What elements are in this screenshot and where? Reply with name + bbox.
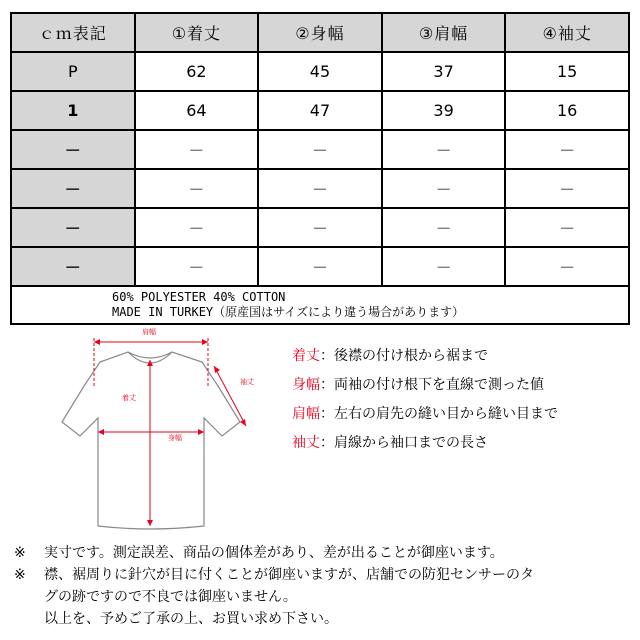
definition-text: ：肩線から袖口までの長さ	[320, 435, 488, 451]
table-cell: －	[258, 208, 382, 247]
table-cell: 39	[382, 91, 506, 130]
header-width: ②身幅	[258, 13, 382, 52]
definition-term: 袖丈	[292, 435, 320, 451]
table-cell: －	[258, 169, 382, 208]
header-unit: ｃｍ表記	[11, 13, 135, 52]
header-sleeve: ④袖丈	[505, 13, 629, 52]
table-cell: 45	[258, 52, 382, 91]
size-label: 1	[11, 91, 135, 130]
tshirt-diagram	[50, 326, 270, 536]
table-cell: －	[135, 169, 259, 208]
definition-term: 肩幅	[292, 406, 320, 422]
size-table	[10, 12, 630, 325]
tshirt-outline	[62, 352, 240, 529]
table-cell: －	[505, 169, 629, 208]
material-text: 60% POLYESTER 40% COTTON	[112, 290, 286, 304]
note-text: 襟、裾周りに針穴が目に付くことが御座いますが、店舗での防犯センサーのタ	[44, 567, 534, 583]
material-row	[11, 286, 629, 324]
table-header-row	[11, 13, 629, 52]
definition-length	[292, 342, 558, 371]
definition-width	[292, 371, 558, 400]
material-note	[11, 286, 629, 324]
size-label: －	[11, 130, 135, 169]
notes	[14, 542, 634, 630]
table-cell: －	[505, 208, 629, 247]
header-length: ①着丈	[135, 13, 259, 52]
table-cell: 16	[505, 91, 629, 130]
definition-text: ：両袖の付け根下を直線で測った値	[320, 377, 544, 393]
definition-text: ：後襟の付け根から裾まで	[320, 348, 488, 364]
table-cell: －	[382, 130, 506, 169]
note-mark: ※	[14, 545, 26, 561]
size-label: P	[11, 52, 135, 91]
table-row	[11, 52, 629, 91]
width-label: 身幅	[168, 434, 182, 442]
table-cell: 47	[258, 91, 382, 130]
definition-text: ：左右の肩先の縫い目から縫い目まで	[320, 406, 558, 422]
size-label: －	[11, 247, 135, 286]
table-row	[11, 169, 629, 208]
table-cell: －	[505, 130, 629, 169]
note-line: 以上を、予めご了承の上、お買い求め下さい。	[44, 611, 338, 627]
table-cell: 15	[505, 52, 629, 91]
origin-text: MADE IN TURKEY（原産国はサイズにより違う場合があります）	[112, 305, 465, 319]
table-cell: －	[135, 208, 259, 247]
definition-sleeve	[292, 429, 558, 458]
note-line: グの跡ですので不良では御座いません。	[44, 589, 297, 605]
measurement-definitions	[292, 342, 558, 458]
table-row	[11, 91, 629, 130]
sleeve-arrow	[214, 366, 246, 426]
table-row	[11, 130, 629, 169]
header-shoulder: ③肩幅	[382, 13, 506, 52]
table-row	[11, 247, 629, 286]
size-label: －	[11, 169, 135, 208]
table-cell: －	[258, 130, 382, 169]
table-cell: 64	[135, 91, 259, 130]
table-cell: －	[258, 247, 382, 286]
table-cell: －	[135, 130, 259, 169]
table-cell: 37	[382, 52, 506, 91]
note-mark: ※	[14, 567, 26, 583]
size-label: －	[11, 208, 135, 247]
length-label: 着丈	[122, 394, 136, 402]
note-text: 実寸です。測定誤差、商品の個体差があり、差が出ることが御座います。	[44, 545, 504, 561]
table-cell: 62	[135, 52, 259, 91]
table-cell: －	[382, 208, 506, 247]
note-line	[14, 564, 634, 586]
table-row	[11, 208, 629, 247]
definition-term: 身幅	[292, 377, 320, 393]
table-cell: －	[505, 247, 629, 286]
table-cell: －	[382, 247, 506, 286]
note-line	[14, 542, 634, 564]
table-cell: －	[135, 247, 259, 286]
definition-term: 着丈	[292, 348, 320, 364]
definition-shoulder	[292, 400, 558, 429]
sleeve-label: 袖丈	[240, 378, 254, 386]
shoulder-label: 肩幅	[142, 328, 156, 336]
table-cell: －	[382, 169, 506, 208]
